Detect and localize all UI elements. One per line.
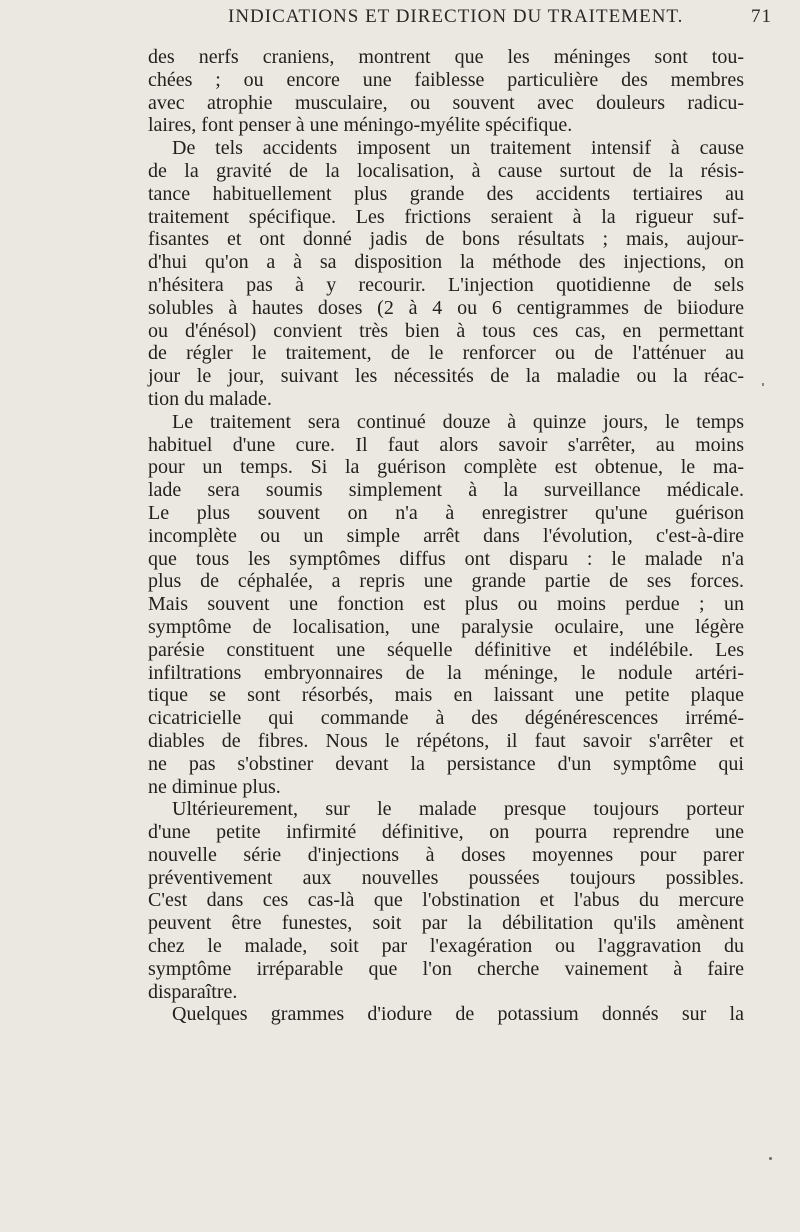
text-line: symptôme irréparable que l'on cherche vainement à faire bbox=[148, 957, 744, 980]
text-line: peuvent être funestes, soit par la débilitation qu'ils amènent bbox=[148, 912, 744, 935]
text-line: n'hésitera pas à y recourir. L'injection quotidienne de sels bbox=[148, 273, 744, 296]
text-line: des nerfs craniens, montrent que les méninges sont tou- bbox=[148, 46, 744, 68]
text-line: habituel d'une cure. Il faut alors savoir s'arrêter, au moins bbox=[148, 433, 744, 456]
text-line: nouvelle série d'injections à doses moyennes pour parer bbox=[148, 843, 744, 866]
text-line: chées ; ou encore une faiblesse particulière des membres bbox=[148, 68, 744, 91]
text-line: lade sera soumis simplement à la surveillance médicale. bbox=[148, 479, 744, 502]
text-line: ne pas s'obstiner devant la persistance d'un symptôme qui bbox=[148, 752, 744, 775]
text-line: Le traitement sera continué douze à quinze jours, le temps bbox=[172, 410, 744, 433]
text-line: laires, font penser à une méningo-myélite spécifique. bbox=[148, 114, 573, 137]
print-speck bbox=[769, 1157, 772, 1160]
text-line: ou d'énésol) convient très bien à tous ces cas, en permettant bbox=[148, 319, 744, 342]
text-line: de la gravité de la localisation, à cause surtout de la résis- bbox=[148, 159, 744, 182]
text-line: Le plus souvent on n'a à enregistrer qu'une guérison bbox=[148, 501, 744, 524]
text-line: ne diminue plus. bbox=[148, 775, 281, 798]
running-title: INDICATIONS ET DIRECTION DU TRAITEMENT. bbox=[228, 6, 684, 27]
text-line: incomplète ou un simple arrêt dans l'évolution, c'est-à-dire bbox=[148, 524, 744, 547]
text-line: tique se sont résorbés, mais en laissant une petite plaque bbox=[148, 684, 744, 707]
text-line: préventivement aux nouvelles poussées toujours possibles. bbox=[148, 866, 744, 889]
text-line: Quelques grammes d'iodure de potassium donnés sur la bbox=[172, 1003, 744, 1026]
text-line: diables de fibres. Nous le répétons, il faut savoir s'arrêter et bbox=[148, 729, 744, 752]
text-line: tion du malade. bbox=[148, 387, 272, 410]
text-line: De tels accidents imposent un traitement intensif à cause bbox=[172, 137, 744, 160]
text-line: infiltrations embryonnaires de la méninge, le nodule artéri- bbox=[148, 661, 744, 684]
text-line: symptôme de localisation, une paralysie oculaire, une légère bbox=[148, 615, 744, 638]
text-line: cicatricielle qui commande à des dégénérescences irrémé- bbox=[148, 707, 744, 730]
page-number: 71 bbox=[751, 6, 772, 27]
print-speck bbox=[762, 383, 764, 386]
text-line: avec atrophie musculaire, ou souvent avec douleurs radicu- bbox=[148, 91, 744, 114]
text-line: solubles à hautes doses (2 à 4 ou 6 centigrammes de biiodure bbox=[148, 296, 744, 319]
text-line: jour le jour, suivant les nécessités de la maladie ou la réac- bbox=[148, 365, 744, 388]
text-line: que tous les symptômes diffus ont disparu : le malade n'a bbox=[148, 547, 744, 570]
text-line: tance habituellement plus grande des accidents tertiaires au bbox=[148, 182, 744, 205]
running-head bbox=[228, 6, 772, 32]
text-line: d'hui qu'on a à sa disposition la méthode des injections, on bbox=[148, 251, 744, 274]
text-line: parésie constituent une séquelle définitive et indélébile. Les bbox=[148, 638, 744, 661]
text-line: fisantes et ont donné jadis de bons résultats ; mais, aujour- bbox=[148, 228, 744, 251]
text-line: disparaître. bbox=[148, 980, 238, 1003]
text-line: de régler le traitement, de le renforcer ou de l'atténuer au bbox=[148, 342, 744, 365]
text-line: plus de céphalée, a repris une grande partie de ses forces. bbox=[148, 570, 744, 593]
text-line: pour un temps. Si la guérison complète est obtenue, le ma- bbox=[148, 456, 744, 479]
text-line: d'une petite infirmité définitive, on pourra reprendre une bbox=[148, 821, 744, 844]
text-line: C'est dans ces cas-là que l'obstination et l'abus du mercure bbox=[148, 889, 744, 912]
text-line: Mais souvent une fonction est plus ou moins perdue ; un bbox=[148, 593, 744, 616]
text-line: Ultérieurement, sur le malade presque toujours porteur bbox=[172, 798, 744, 821]
text-line: traitement spécifique. Les frictions seraient à la rigueur suf- bbox=[148, 205, 744, 228]
body-text bbox=[148, 46, 744, 1026]
text-line: chez le malade, soit par l'exagération ou l'aggravation du bbox=[148, 935, 744, 958]
